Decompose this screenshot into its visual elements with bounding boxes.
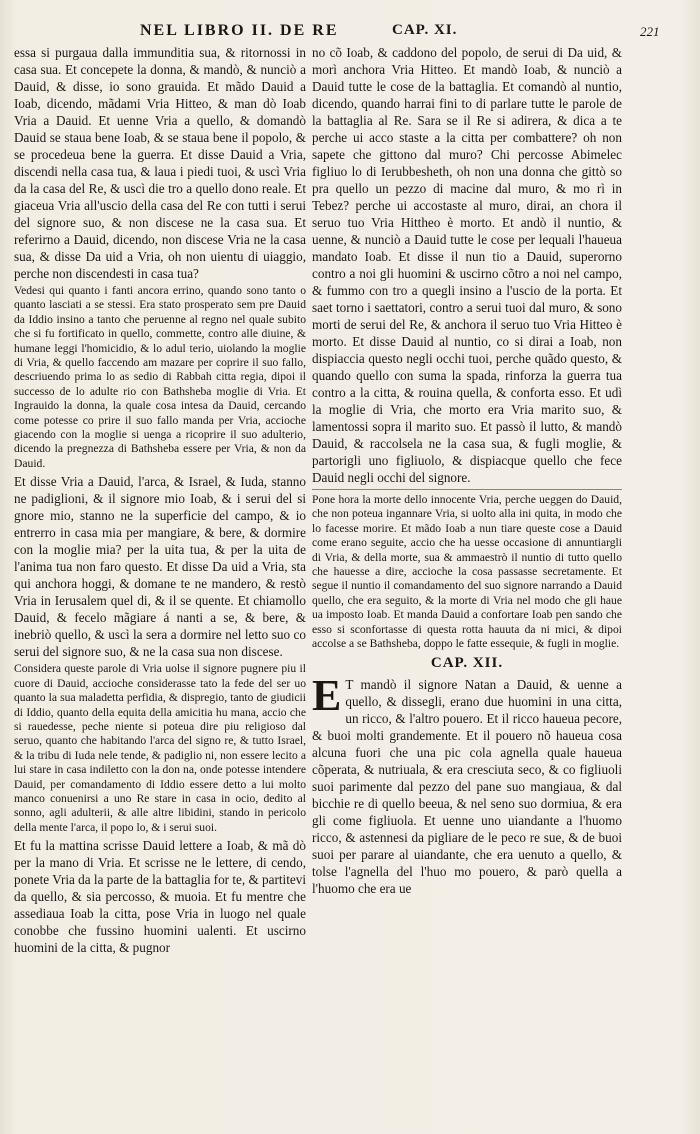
chapter-heading: CAP. XI. (392, 22, 458, 38)
right-column (312, 44, 622, 897)
left-commentary-1: Vedesi qui quanto i fanti ancora errino, quando sono tanto o quanto lasciati a se stessi. Era stato prosperato sem pre Dauid da Iddio insino a tanto che peruenne al regno nel quale subito che si fu fortificato in quello, commette, contro alle diuine, & humane leggi l'homicidio, & lo adul terio, uiolando la moglie di Vria, & quello faccendo am mazare per coprire il suo fallo, descriuendo prima lo as sedio di Rabbah citta regia, dipoi il successo de lo adulte rio con Bathsheba moglie di Vria. Et Ingrauido la donna, la quale cosa intesa da Dauid, cercando come potesse co prire il suo fallo manda per Vria, accioche giacendo con la moglie si uenga a ricoprire il suo adulterio, dicendo la pregnezza di Bathsheba essere per Vria, & non da Dauid. (14, 284, 306, 470)
right-commentary-1: Pone hora la morte dello innocente Vria, perche ueggen do Dauid, che non poteua ingannare Vria, si uolto alla ini quita, in modo che lo facesse morire. Et mãdo Ioab a nun tiare queste cose a Dauid come erano seguite, accio che ha uesse occasione di annuntiargli di Vria, & della morte, sua & ammaestrò il nuntio di tutto quello che hauesse a dire, accioche la cosa passasse secretamente. Et segue il nuntio il comandamento del suo signore narrando a Dauid quello, che era seguito, & la morte di Vria nel modo che gli haue ua imposto Ioab. Et manda Dauid a confortare Ioab pen sando che esso si sconfortasse di questa rotta hauuta da ni mici, & dipoi accolse a se Bathsheba, doppo le fatte essequie, & fugli in moglie. (312, 493, 622, 651)
page-header (0, 4, 700, 44)
left-paragraph-3: Et fu la mattina scrisse Dauid lettere a Ioab, & mã dò per la mano di Vria. Et scrisse ne le lettere, di cendo, ponete Vria da la parte de la battaglia for te, & partitevi da quello, & sia percosso, & muoia. Et fu mentre che assediaua Ioab la citta, pose Vria in luogo nel quale conobbe che fussino huomini ualenti. Et uscirno huomini de la citta, & pugnor (14, 838, 306, 956)
chapter-title: CAP. XII. (430, 655, 504, 672)
left-commentary-2: Considera queste parole di Vria uolse il signore pugnere piu il cuore di Dauid, accioche considerasse tato la fede del ser uo quanto la sua maladetta perfidia, & dispregio, tanto de giudicii di Iddio, quanto della equita della amicitia hu mana, accio che si rauedesse, peche niente si poteua dire piu religioso dal seruo, quanto che habitando l'arca del signo re, & tutto Israel, & la tribu di Iuda nele tende, & padiglio ni, non essere lecito a lui stare in casa indiletto con la don na, onde potesse intendere Dauid, per comandamento di Iddio essere detto a lui molto manco conuenirsi a uno Re stare in casa in ocio, dedito al sonno, agli adulterii, & alle altre libidini, stando in pericolo della mente l'arca, il popo lo, & i serui suoi. (14, 662, 306, 834)
divider (312, 489, 622, 490)
running-head: NEL LIBRO II. DE RE (140, 22, 339, 39)
drop-cap: E (312, 671, 342, 721)
left-paragraph-2: Et disse Vria a Dauid, l'arca, & Israel, & Iuda, stanno ne padiglioni, & il signore mio Ioab, & i serui del si gnore mio, stanno ne la superficie del campo, & io entrerro in casa mia per mangiare, & bere, & dormire con la moglie mia? per la uita tua, & per la uita de l'anima tua non faro questo. Et disse Da uid a Vria, sta qui anchora hoggi, & domane te ne mandero, & restò Vria in Ierusalem quel di, & il se quente. Et chiamollo Dauid, & fecelo mãgiare á nanti a se, & bere, & inebriò quello, & uscì la sera a dormire nel letto suo co serui del signore suo, & ne la casa sua non discese. (14, 474, 306, 660)
page-number: 221 (640, 24, 660, 39)
left-paragraph-1: essa si purgaua dalla immunditia sua, & ritornossi in casa sua. Et concepete la donna, & mandò, & nunciò a Dauid, & disse, io sono grauida. Et mãdo Dauid a Ioab, dicendo, mãdami Vria Hitteo, & man dò Ioab Vria a Dauid. Et uenne Vria a quello, & domandò Dauid se staua bene Ioab, & se staua bene il popolo, & se procedeua bene la guerra. Et disse Dauid a Vria, discendi nella casa tua, & laua i piedi tuoi, & uscì Vria da la casa del Re, & uscì die tro a quello dono reale. Et giaceua Vria all'uscio della casa del Re con tutti i serui del signore suo, & non discese ne la casa sua. Et referirno a Dauid, dicendo, non discese Vria ne la casa sua, & disse Da uid a Vria, oh non uientu di uiaggio, perche non discendesti in casa tua? (14, 45, 306, 281)
chapter-text: T mandò il signore Natan a Dauid, & uenne a quello, & dissegli, erano due huomini in una citta, un ricco, & l'altro pouero. Et il ricco haueua pecore, & buoi molti grandemente. Et il pouero nõ haueua cosa alcuna fuori che una pic cola agnella quale haueua cõperata, & nutriuala, & era cresciuta seco, & co figliuoli suoi parimente dal pezzo del pane suo mangiaua, & dal bicchie re di quello beeua, & nel seno suo dormiua, & era gli come figliuola. Et uenne uno uiandante a l'huomo ricco, & astennesi da pigliare de le peco re sue, & de buoi suoi per parare al uiandante, che era uenuto a quello, & tolse l'agnella del l'huo mo pouero, & parò quella a l'huomo che era ue (312, 677, 622, 897)
right-paragraph-1: no cõ Ioab, & caddono del popolo, de serui di Da uid, & morì anchora Vria Hitteo. Et mandò Ioab, & nunciò a Dauid tutte le cose de la battaglia. Et comandò al nuntio, dicendo, quando harrai fini to di parlare tutte le parole de la battaglia al Re. Sara se il Re si adirera, & dica a te perche ui acco staste a la citta per combattere? oh non sapete che gittono dal muro? Chi percosse Abimelec figliuo lo di Ierubbesheth, oh non una donna che gittò so pra quello un pezzo di macine dal muro, & mo rì in Tebez? perche ui accostaste al muro, dirai, an chora il seruo tuo Vria Hittheo è morto. Et andò il nuntio, & uenne, & nunciò a Dauid tutte le cose per lequali l'haueua mandato Ioab. Et disse il nun tio a Dauid, superorno contro a noi gli huomini & uscirno cõtro a noi nel campo, & fummo con tro a quegli insino a l'uscio de la porta. Et saet torno i saettatori, contro a serui tuoi dal muro, & sono morti de serui del Re, & anchora il seruo tuo Vria Hitteo è morto. Et disse Dauid al nuntio, co si dirai a Ioab, non dispiaccia questo negli occhi tuoi, perche quãdo questo, & quando quello con suma la spada, rinforza la guerra tua contro a la citta, & rouina quella, & conforta esso. Et udì la moglie di Vria, che morto era Vria marito suo, & lamentossi sopra il marito suo. Et passò il lutto, & mandò Dauid, & raccolsela ne la casa sua, & fugli moglie, & partorigli uno figliuolo, & dispiacque quello che fece Dauid negli occhi del signore. (312, 45, 622, 485)
chapter-opening (312, 671, 622, 897)
left-column (14, 44, 306, 956)
